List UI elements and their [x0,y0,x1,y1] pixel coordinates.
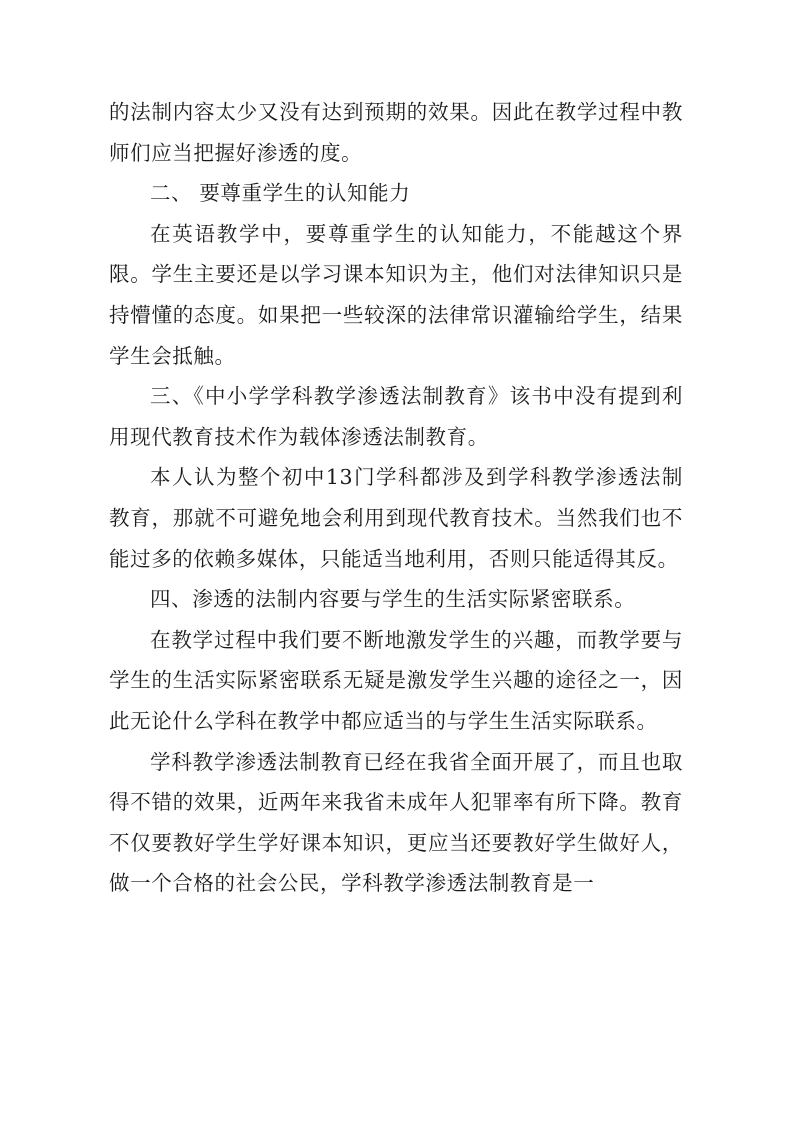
document-body [109,92,683,904]
paragraph: 在英语教学中，要尊重学生的认知能力，不能越这个界限。学生主要还是以学习课本知识为主，他们对法律知识只是持懵懂的态度。如果把一些较深的法律常识灌输给学生，结果学生会抵触。 [109,221,683,368]
section-heading-4: 四、渗透的法制内容要与学生的生活实际紧密联系。 [150,587,636,612]
paragraph-continuation: 的法制内容太少又没有达到预期的效果。因此在教学过程中教师们应当把握好渗透的度。 [109,100,683,165]
paragraph: 学科教学渗透法制教育已经在我省全面开展了，而且也取得不错的效果，近两年来我省未成年人犯罪率有所下降。教育不仅要教好学生学好课本知识，更应当还要教好学生做好人，做一个合格的社会公民，学科教学渗透法制教育是一 [109,749,683,896]
section-heading-3: 三、《中小学学科教学渗透法制教育》该书中没有提到利用现代教育技术作为载体渗透法制教育。 [109,384,683,449]
section-heading-2: 二、 要尊重学生的认知能力 [150,181,411,206]
paragraph: 本人认为整个初中13门学科都涉及到学科教学渗透法制教育，那就不可避免地会利用到现代教育技术。当然我们也不能过多的依赖多媒体，只能适当地利用，否则只能适得其反。 [109,465,683,571]
paragraph: 在教学过程中我们要不断地激发学生的兴趣，而教学要与学生的生活实际紧密联系无疑是激发学生兴趣的途径之一，因此无论什么学科在教学中都应适当的与学生生活实际联系。 [109,627,683,733]
